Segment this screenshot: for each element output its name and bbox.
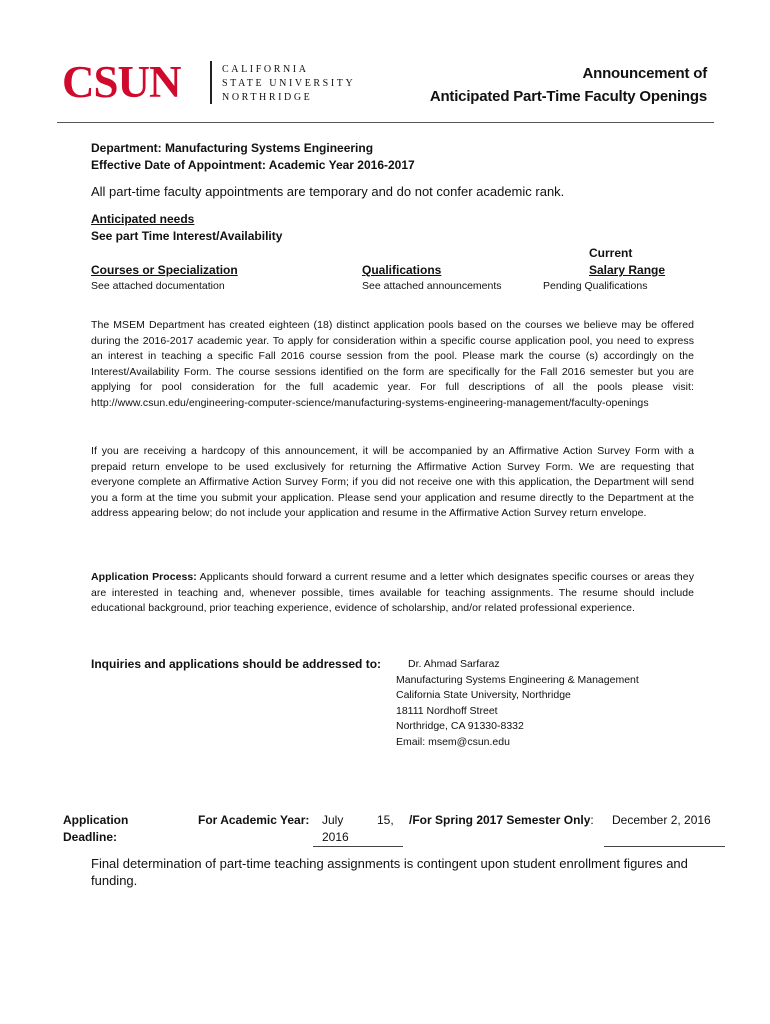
academic-year-label: For Academic Year: [198,813,310,827]
address-department: Manufacturing Systems Engineering & Management [396,673,639,686]
academic-year-year: 2016 [322,830,349,844]
logo-line-state-university: STATE UNIVERSITY [222,78,356,89]
appointment-notice: All part-time faculty appointments are temporary and do not confer academic rank. [91,184,565,199]
courses-column-header: Courses or Specialization [91,263,238,277]
department-line: Department: Manufacturing Systems Engineering [91,141,374,155]
qualifications-value: See attached announcements [362,280,502,292]
salary-column-header: Salary Range [589,263,666,277]
salary-header-line1: Current [589,246,633,260]
address-university: California State University, Northridge [396,689,571,702]
application-pools-paragraph: The MSEM Department has created eighteen (18) distinct application pools based on the courses we believe may be offered during the 2016-2017 academic year. To apply for consideration within a specific course application pool, you need to express an interest in teaching a specific Fall 2016 course session from the pool. Please mark the course (s) accordingly on the Interest/Availability Form. The course sessions identified on the form are specifically for the Fall 2016 semester but you are applying for pool consideration for the full academic year. For full descriptions of all the pools please visit: http://www.csun.edu/engineering-computer-science/manufacturing-systems-engineering-management/faculty-openings [91,319,694,409]
final-note: Final determination of part-time teaching assignments is contingent upon student enrollment figures and funding. [91,856,688,888]
address-email: Email: msem@csun.edu [396,735,510,748]
academic-year-underline [313,846,403,847]
address-street: 18111 Nordhoff Street [396,704,498,717]
address-name: Dr. Ahmad Sarfaraz [408,658,500,670]
logo-line-california: CALIFORNIA [222,64,309,75]
csun-logo-wordmark: CSUN [62,57,181,107]
anticipated-needs-heading: Anticipated needs [91,212,195,226]
logo-university-name [222,63,355,105]
academic-year-day: 15, [377,813,394,827]
application-process-paragraph [91,570,694,617]
qualifications-column-header: Qualifications [362,263,442,277]
logo-divider [210,61,212,104]
salary-value: Pending Qualifications [543,280,648,292]
spring-deadline-underline [604,846,725,847]
effective-date-line: Effective Date of Appointment: Academic Year 2016-2017 [91,158,415,172]
deadline-label-line1: Application [63,813,129,827]
application-process-label: Application Process: [91,571,197,583]
header-divider [57,122,714,123]
spring-label-colon: : [590,813,594,827]
spring-semester-label [409,812,594,828]
title-line-2: Anticipated Part-Time Faculty Openings [429,88,707,105]
spring-deadline-date: December 2, 2016 [612,813,711,827]
deadline-label-line2: Deadline: [63,830,118,844]
courses-value: See attached documentation [91,280,225,292]
mailing-address [396,657,639,751]
page-title [430,62,707,108]
logo-line-northridge: NORTHRIDGE [222,92,313,103]
affirmative-action-paragraph: If you are receiving a hardcopy of this announcement, it will be accompanied by an Affirmative Action Survey Form with a prepaid return envelope to be used exclusively for returning the Affirmative Action Survey Form. We are requesting that everyone complete an Affirmative Action Survey Form; if you did not receive one with this application, the Department will send you a form at the time you submit your application. Please send your application and resume directly to the Department at the address appearing below; do not include your application and resume in the Affirmative Action Survey return envelope. [91,445,694,520]
title-line-1: Announcement of [582,65,707,82]
spring-label-text: /For Spring 2017 Semester Only [409,813,591,827]
academic-year-month: July [322,813,344,827]
address-city: Northridge, CA 91330-8332 [396,720,524,733]
application-process-text: Applicants should forward a current resume and a letter which designates specific courses or areas they are interested in teaching and, whenever possible, times available for teaching assignments. The resume should include educational background, prior teaching experience, evidence of scholarship, and/or related professional experience. [91,571,694,615]
see-part-time-line: See part Time Interest/Availability [91,229,283,243]
inquiries-label: Inquiries and applications should be addressed to: [91,657,382,671]
